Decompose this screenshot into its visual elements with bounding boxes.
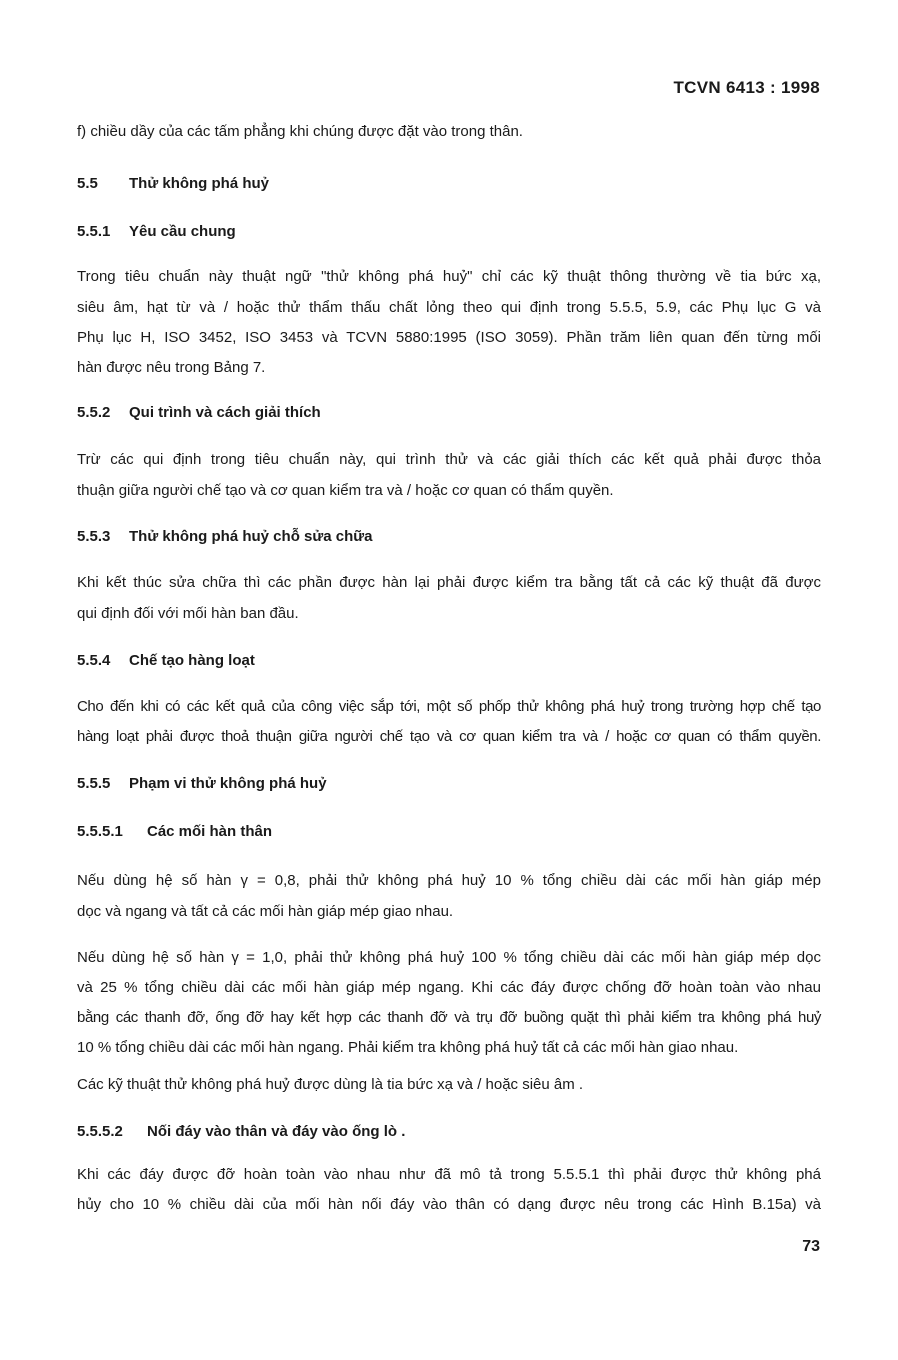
paragraph-line: hàng loạt phải được thoả thuận giữa người chế tạo và cơ quan kiểm tra và / hoặc cơ quan có thẩm quyền. xyxy=(77,728,821,745)
paragraph-line: Khi các đáy được đỡ hoàn toàn vào nhau như đã mô tả trong 5.5.5.1 thì phải được thử không phá xyxy=(77,1166,821,1183)
paragraph-line: Nếu dùng hệ số hàn γ = 1,0, phải thử không phá huỷ 100 % tổng chiều dài các mối hàn giáp mép dọc xyxy=(77,949,821,966)
section-title: Thử không phá huỷ xyxy=(129,175,270,192)
paragraph-line: Nếu dùng hệ số hàn γ = 0,8, phải thử không phá huỷ 10 % tổng chiều dài các mối hàn giáp mép xyxy=(77,872,821,889)
paragraph-line: hàn được nêu trong Bảng 7. xyxy=(77,359,266,376)
paragraph-line: Khi kết thúc sửa chữa thì các phần được hàn lại phải được kiểm tra bằng tất cả các kỹ thuật đã được xyxy=(77,574,821,591)
section-title: Phạm vi thử không phá huỷ xyxy=(129,775,327,792)
section-heading-5-5-1 xyxy=(77,222,236,242)
section-heading-5-5-5 xyxy=(77,774,327,794)
paragraph-line: và 25 % tổng chiều dài các mối hàn giáp mép ngang. Khi các đáy được chống đỡ hoàn toàn vào nhau xyxy=(77,979,821,996)
paragraph-line: Trừ các qui định trong tiêu chuẩn này, qui trình thử và các giải thích các kết quả phải được thỏa xyxy=(77,451,821,468)
page-number: 73 xyxy=(802,1238,820,1255)
section-number: 5.5.5.2 xyxy=(77,1123,123,1140)
section-title: Chế tạo hàng loạt xyxy=(129,652,255,669)
paragraph-line: siêu âm, hạt từ và / hoặc thử thẩm thấu chất lỏng theo qui định trong 5.5.5, 5.9, các Phụ lục G và xyxy=(77,299,821,316)
section-number: 5.5.2 xyxy=(77,404,111,421)
section-number: 5.5.1 xyxy=(77,223,111,240)
paragraph-line: Các kỹ thuật thử không phá huỷ được dùng là tia bức xạ và / hoặc siêu âm . xyxy=(77,1076,584,1093)
document-header: TCVN 6413 : 1998 xyxy=(673,78,820,97)
paragraph-line: Phụ lục H, ISO 3452, ISO 3453 và TCVN 5880:1995 (ISO 3059). Phần trăm liên quan đến từng mối xyxy=(77,329,821,346)
section-heading-5-5-2 xyxy=(77,403,321,423)
section-heading-5-5-3 xyxy=(77,527,372,547)
paragraph-line: thuận giữa người chế tạo và cơ quan kiểm tra và / hoặc cơ quan có thẩm quyền. xyxy=(77,482,614,499)
section-number: 5.5.5 xyxy=(77,775,111,792)
section-number: 5.5.4 xyxy=(77,652,111,669)
list-item-f: f) chiều dầy của các tấm phẳng khi chúng được đặt vào trong thân. xyxy=(77,123,523,140)
paragraph-line: bằng các thanh đỡ, ống đỡ hay kết hợp các thanh đỡ và trụ đỡ buồng quặt thì phải kiểm tra không phá huỷ xyxy=(77,1009,821,1026)
section-number: 5.5.5.1 xyxy=(77,823,123,840)
paragraph-line: qui định đối với mối hàn ban đầu. xyxy=(77,605,299,622)
section-heading-5-5 xyxy=(77,174,269,194)
section-title: Qui trình và cách giải thích xyxy=(129,404,321,421)
paragraph-line: Cho đến khi có các kết quả của công việc sắp tới, một số phốp thử không phá huỷ trong trường hợp chế tạo xyxy=(77,698,821,715)
section-title: Yêu cầu chung xyxy=(129,223,236,240)
section-number: 5.5 xyxy=(77,175,98,192)
section-heading-5-5-4 xyxy=(77,651,255,671)
paragraph-line: 10 % tổng chiều dài các mối hàn ngang. Phải kiểm tra không phá huỷ tất cả các mối hàn giao nhau. xyxy=(77,1039,739,1056)
paragraph-line: dọc và ngang và tất cả các mối hàn giáp mép giao nhau. xyxy=(77,903,454,920)
paragraph-line: Trong tiêu chuẩn này thuật ngữ "thử không phá huỷ" chỉ các kỹ thuật thông thường về tia bức xạ, xyxy=(77,268,821,285)
section-title: Nối đáy vào thân và đáy vào ống lò . xyxy=(147,1123,406,1140)
section-title: Các mối hàn thân xyxy=(147,823,273,840)
section-heading-5-5-5-1 xyxy=(77,822,272,842)
section-number: 5.5.3 xyxy=(77,528,111,545)
paragraph-line: hủy cho 10 % chiều dài của mối hàn nối đáy vào thân có dạng được nêu trong các Hình B.15a) và xyxy=(77,1196,821,1213)
section-heading-5-5-5-2 xyxy=(77,1122,405,1142)
section-title: Thử không phá huỷ chỗ sửa chữa xyxy=(129,528,373,545)
